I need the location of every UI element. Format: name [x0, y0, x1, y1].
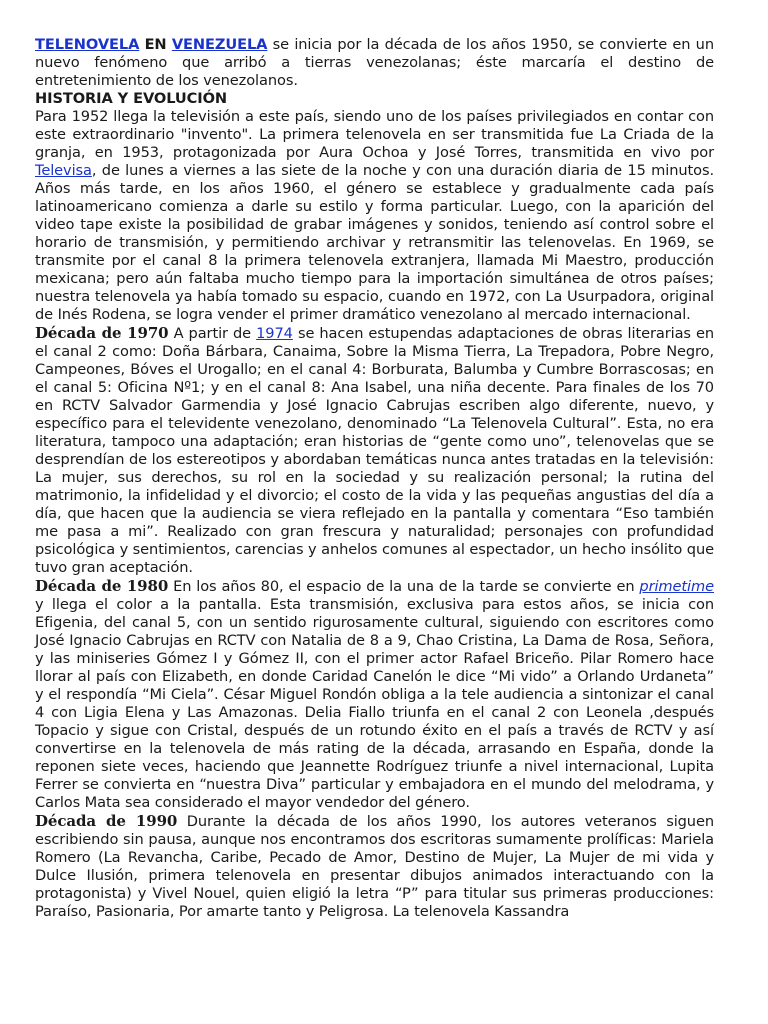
telenovela-link[interactable]: TELENOVELA [35, 36, 140, 53]
section-heading: HISTORIA Y EVOLUCIÓN [35, 90, 228, 107]
venezuela-link[interactable]: VENEZUELA [171, 36, 268, 53]
decade-1990-paragraph [35, 812, 714, 921]
decade-1980-title: Década de 1980 [35, 577, 169, 595]
decade-1990-title: Década de 1990 [35, 812, 178, 830]
historia-text-2: , de lunes a viernes a las siete de la noche y con una duración diaria de 15 minutos. Años más tarde, en los años 1960, el género se establece y gradualmente cada país latinoamericano comienza a darle su estilo y forma particular. Luego, con la aparición del video tape existe la posibilidad de grabar imágenes y sonidos, teniendo así control sobre el horario de transmisión, y permitiendo archivar y retransmitir las telenovelas. En 1969, se transmite por el canal 8 la primera telenovela extranjera, llamada Mi Maestro, producción mexicana; pero aún faltaba mucho tiempo para la importación simultánea de otros países; nuestra telenovela ya había tomado su espacio, cuando en 1972, con La Usurpadora, original de Inés Rodena, se logra vender el primer dramático venezolano al mercado internacional. [35, 162, 714, 323]
document-body [35, 36, 714, 921]
decade-1970-text-2: se hacen estupendas adaptaciones de obras literarias en el canal 2 como: Doña Bárbara, Canaima, Sobre la Misma Tierra, La Trepadora, Pobre Negro, Campeones, Bóves el Urogallo; en el canal 4: Borburata, Balumba y Cumbre Borrascosas; en el canal 5: Oficina Nº1; y en el canal 8: Ana Isabel, una niña decente. Para finales de los 70 en RCTV Salvador Garmendia y José Ignacio Cabrujas escriben algo diferente, nuevo, y específico para el televidente venezolano, denominado “La Telenovela Cultural”. Esta, no era literatura, tampoco una adaptación; eran historias de “gente como uno”, telenovelas que se desprendían de los estereotipos y abordaban temáticas nunca antes tratadas en la televisión: La mujer, sus derechos, su rol en la sociedad y su realización personal; la rutina del matrimonio, la infidelidad y el divorcio; el costo de la vida y las pequeñas angustias del día a día, que hacen que la audiencia se viera reflejado en la pantalla y comentara “Eso también me pasa a mi”. Realizado con gran frescura y naturalidad; personajes con profundidad psicológica y sentimientos, carencias y anhelos comunes al espectador, un hecho insólito que tuvo gran aceptación. [35, 325, 715, 576]
decade-1980-text-1: En los años 80, el espacio de la una de la tarde se convierte en [168, 578, 640, 595]
historia-paragraph [35, 108, 714, 324]
decade-1990-text: Durante la década de los años 1990, los autores veteranos siguen escribiendo sin pausa, aunque nos encontramos dos escritoras sumamente prolíficas: Mariela Romero (La Revancha, Caribe, Pecado de Amor, Destino de Mujer, La Mujer de mi vida y Dulce Ilusión, primera telenovela en presentar dibujos animados interactuando con la protagonista) y Vivel Nouel, quien eligió la letra “P” para titular sus primeras producciones: Paraíso, Pasionaria, Por amarte tanto y Peligrosa. La telenovela Kassandra [35, 813, 714, 920]
decade-1970-title: Década de 1970 [35, 324, 169, 342]
primetime-link[interactable]: primetime [639, 578, 714, 595]
televisa-link[interactable]: Televisa [35, 162, 92, 179]
decade-1970-text-1: A partir de [168, 325, 257, 342]
year-1974-link[interactable]: 1974 [256, 325, 293, 342]
decade-1980-text-2: y llega el color a la pantalla. Esta transmisión, exclusiva para estos años, se inicia con Efigenia, del canal 5, con un sentido rigurosamente cultural, siguiendo con escritores como José Ignacio Cabrujas en RCTV con Natalia de 8 a 9, Chao Cristina, La Dama de Rosa, Señora, y las miniseries Gómez I y Gómez II, con el primer actor Rafael Briceño. Pilar Romero hace llorar al país con Elizabeth, en donde Caridad Canelón le dice “Mi vido” a Orlando Urdaneta” y el respondía “Mi Ciela”. César Miguel Rondón obliga a la tele audiencia a sintonizar el canal 4 con Ligia Elena y Las Amazonas. Delia Fiallo triunfa en el canal 2 con Leonela ,después Topacio y sigue con Cristal, después de un rotundo éxito en el país a través de RCTV y así convertirse en la telenovela de más rating de la década, arrasando en España, donde la reponen siete veces, haciendo que Jeannette Rodríguez triunfe a nivel internacional, Lupita Ferrer se convierta en “nuestra Diva” particular y embajadora en el mundo del melodrama, y Carlos Mata sea considerado el mayor vendedor del género. [35, 596, 714, 811]
intro-en: EN [144, 36, 167, 53]
intro-paragraph [35, 36, 714, 90]
decade-1970-paragraph [35, 324, 714, 577]
decade-1980-paragraph [35, 577, 714, 812]
historia-text-1: Para 1952 llega la televisión a este país, siendo uno de los países privilegiados en contar con este extraordinario "invento". La primera telenovela en ser transmitida fue La Criada de la granja, en 1953, protagonizada por Aura Ochoa y José Torres, transmitida en vivo por [35, 108, 714, 161]
intro-text: se inicia por la década de los años 1950, se convierte en un nuevo fenómeno que arribó a tierras venezolanas; éste marcaría el destino de entretenimiento de los venezolanos. [35, 36, 714, 89]
